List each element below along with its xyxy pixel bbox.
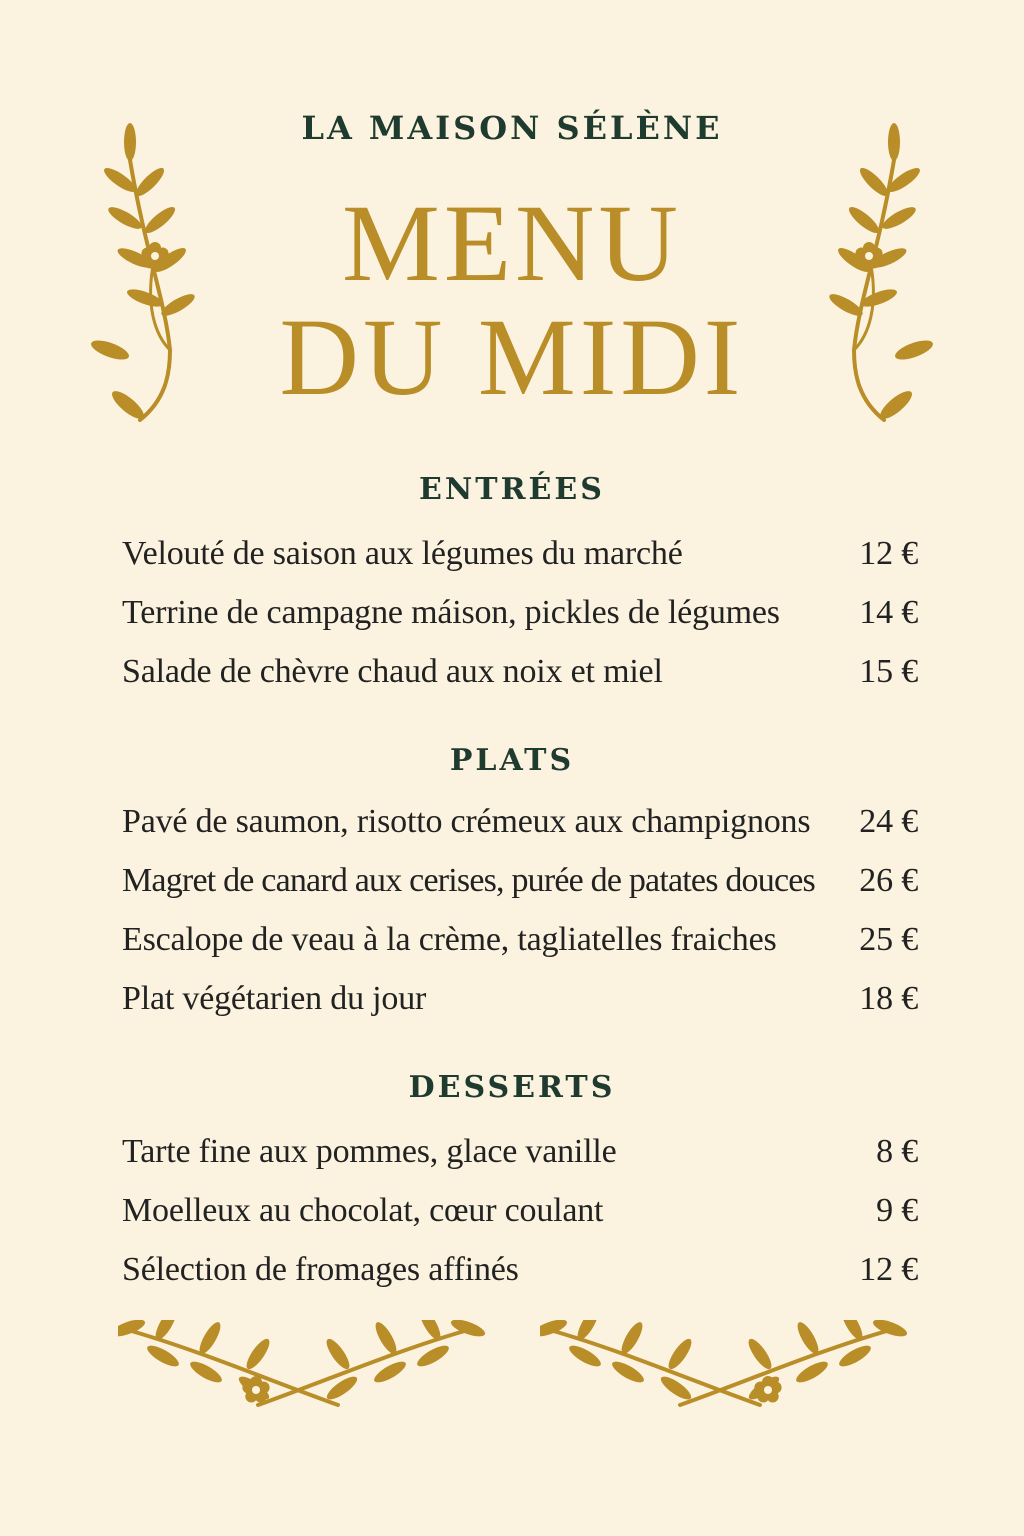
- item-price: 15 €: [859, 653, 918, 690]
- item-name: Terrine de campagne máison, pickles de légumes: [122, 594, 780, 631]
- item-price: 18 €: [859, 980, 918, 1017]
- section-heading-desserts: DESSERTS: [408, 1070, 616, 1105]
- item-price: 14 €: [859, 594, 918, 631]
- menu-item: [122, 648, 918, 696]
- menu-title-line-1: MENU: [342, 182, 682, 304]
- item-name: Magret de canard aux cerises, purée de patates douces: [122, 862, 815, 899]
- olive-branch-icon: [540, 1320, 910, 1440]
- restaurant-name: LA MAISON SÉLÈNE: [301, 109, 723, 147]
- section-heading-entrees: ENTRÉES: [419, 472, 605, 507]
- item-price: 8 €: [876, 1133, 918, 1170]
- menu-item: [122, 798, 918, 846]
- menu-title: [0, 182, 1024, 418]
- olive-branch-icon: [118, 1320, 488, 1440]
- item-name: Escalope de veau à la crème, tagliatelles fraiches: [122, 921, 777, 958]
- section-heading-plats: PLATS: [449, 743, 575, 778]
- item-price: 24 €: [859, 803, 918, 840]
- menu-item: [122, 1187, 918, 1235]
- menu-item: [122, 975, 918, 1023]
- item-name: Tarte fine aux pommes, glace vanille: [122, 1133, 617, 1170]
- item-price: 9 €: [876, 1192, 918, 1229]
- item-price: 12 €: [859, 1251, 918, 1288]
- menu-item: [122, 530, 918, 578]
- item-name: Pavé de saumon, risotto crémeux aux champignons: [122, 803, 811, 840]
- item-name: Plat végétarien du jour: [122, 980, 427, 1017]
- menu-item: [122, 916, 918, 964]
- menu-title-line-2: DU MIDI: [279, 296, 745, 418]
- item-name: Moelleux au chocolat, cœur coulant: [122, 1192, 604, 1229]
- item-price: 26 €: [859, 862, 918, 899]
- item-name: Salade de chèvre chaud aux noix et miel: [122, 653, 663, 690]
- item-price: 25 €: [859, 921, 918, 958]
- menu-item: [122, 1246, 918, 1294]
- item-name: Velouté de saison aux légumes du marché: [122, 535, 683, 572]
- menu-item: [122, 857, 918, 905]
- menu-item: [122, 589, 918, 637]
- item-name: Sélection de fromages affinés: [122, 1251, 519, 1288]
- menu-item: [122, 1128, 918, 1176]
- item-price: 12 €: [859, 535, 918, 572]
